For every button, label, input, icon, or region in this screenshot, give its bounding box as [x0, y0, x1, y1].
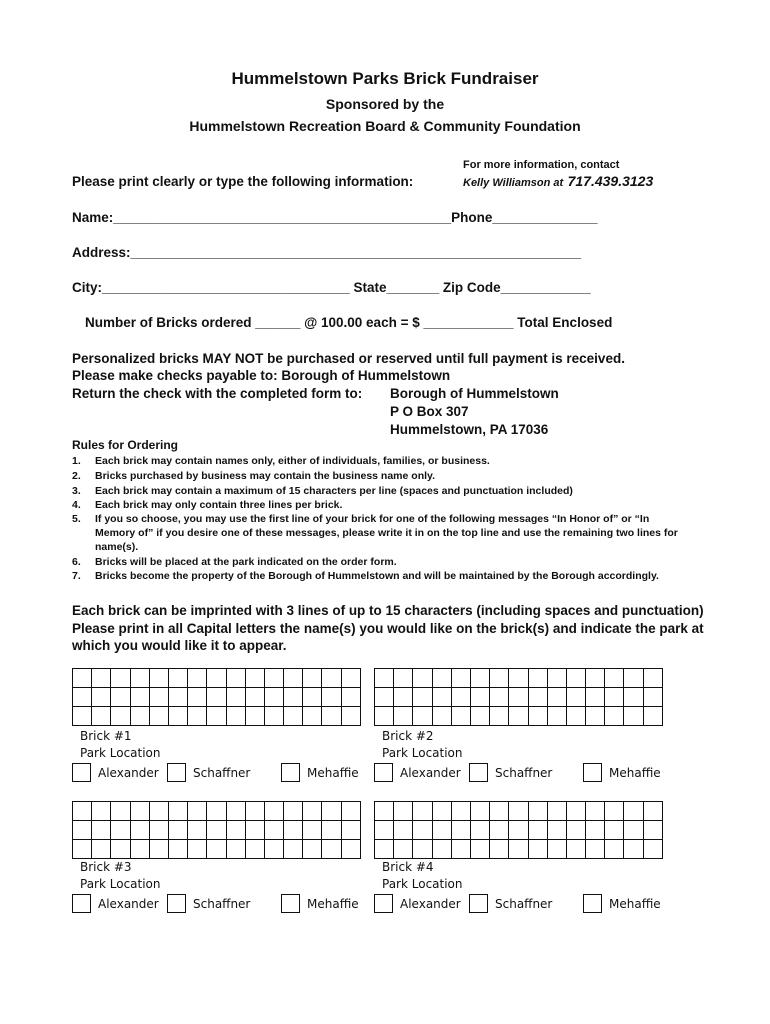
brick-character-cell[interactable] [413, 669, 432, 688]
sponsor-org: Hummelstown Recreation Board & Community Foundation [189, 118, 581, 134]
brick-character-cell[interactable] [452, 669, 471, 688]
brick-character-cell[interactable] [394, 840, 413, 859]
brick-character-cell[interactable] [265, 802, 284, 821]
brick-character-cell[interactable] [131, 821, 150, 840]
brick-character-cell[interactable] [169, 707, 188, 726]
brick-character-cell[interactable] [624, 840, 643, 859]
brick-1-park-label: Park Location [80, 746, 161, 760]
brick-1-schaffner-label: Schaffner [193, 766, 251, 780]
payment-notice: Personalized bricks MAY NOT be purchased or reserved until full payment is received. [72, 351, 625, 366]
brick-character-cell[interactable] [227, 802, 246, 821]
brick-character-cell[interactable] [265, 821, 284, 840]
brick-character-cell[interactable] [413, 688, 432, 707]
brick-character-cell[interactable] [644, 707, 663, 726]
brick-character-cell[interactable] [567, 840, 586, 859]
brick-character-cell[interactable] [567, 669, 586, 688]
brick-character-cell[interactable] [322, 840, 341, 859]
brick-4-mehaffie-label: Mehaffie [609, 897, 661, 911]
brick-4-schaffner-checkbox[interactable] [469, 894, 488, 913]
brick-1-mehaffie-checkbox[interactable] [281, 763, 300, 782]
brick-character-cell[interactable] [303, 707, 322, 726]
brick-character-cell[interactable] [644, 840, 663, 859]
brick-character-cell[interactable] [92, 840, 111, 859]
brick-character-cell[interactable] [265, 840, 284, 859]
brick-character-cell[interactable] [188, 821, 207, 840]
brick-character-cell[interactable] [73, 802, 92, 821]
brick-2-mehaffie-checkbox[interactable] [583, 763, 602, 782]
brick-character-cell[interactable] [548, 802, 567, 821]
brick-character-cell[interactable] [509, 688, 528, 707]
brick-character-cell[interactable] [322, 669, 341, 688]
brick-character-cell[interactable] [188, 840, 207, 859]
brick-character-cell[interactable] [342, 821, 361, 840]
brick-character-cell[interactable] [207, 688, 226, 707]
brick-character-cell[interactable] [303, 669, 322, 688]
bricks-ordered-field[interactable]: Number of Bricks ordered ______ @ 100.00 each = $ ____________ Total Enclosed [85, 315, 613, 330]
brick-character-cell[interactable] [322, 707, 341, 726]
brick-2-mehaffie-label: Mehaffie [609, 766, 661, 780]
imprint-line: Please print in all Capital letters the name(s) you would like on the brick(s) and indicate the park at [72, 621, 704, 636]
brick-character-cell[interactable] [73, 688, 92, 707]
brick-character-cell[interactable] [471, 669, 490, 688]
brick-character-cell[interactable] [342, 840, 361, 859]
brick-character-cell[interactable] [624, 707, 643, 726]
rule-text: Each brick may contain a maximum of 15 characters per line (spaces and punctuation included) [95, 485, 573, 497]
brick-character-cell[interactable] [471, 840, 490, 859]
brick-character-cell[interactable] [433, 840, 452, 859]
contact-line: For more information, contact [463, 159, 620, 171]
brick-character-cell[interactable] [644, 802, 663, 821]
brick-1-alexander-checkbox[interactable] [72, 763, 91, 782]
brick-character-cell[interactable] [227, 840, 246, 859]
brick-1-label: Brick #1 [80, 729, 132, 743]
brick-character-cell[interactable] [433, 802, 452, 821]
brick-character-cell[interactable] [490, 840, 509, 859]
brick-character-cell[interactable] [265, 688, 284, 707]
contact-phone: 717.439.3123 [567, 173, 654, 189]
brick-character-cell[interactable] [433, 821, 452, 840]
brick-character-cell[interactable] [227, 688, 246, 707]
brick-3-schaffner-checkbox[interactable] [167, 894, 186, 913]
brick-character-cell[interactable] [644, 669, 663, 688]
brick-character-cell[interactable] [169, 688, 188, 707]
brick-4-grid[interactable] [374, 801, 663, 859]
brick-character-cell[interactable] [452, 821, 471, 840]
brick-character-cell[interactable] [303, 802, 322, 821]
rule-num: 3. [72, 485, 81, 497]
brick-4-alexander-label: Alexander [400, 897, 461, 911]
brick-character-cell[interactable] [529, 688, 548, 707]
brick-character-cell[interactable] [567, 821, 586, 840]
brick-character-cell[interactable] [246, 821, 265, 840]
brick-character-cell[interactable] [131, 669, 150, 688]
instruction-text: Please print clearly or type the following information: [72, 174, 414, 189]
brick-character-cell[interactable] [375, 688, 394, 707]
brick-character-cell[interactable] [111, 669, 130, 688]
brick-character-cell[interactable] [227, 821, 246, 840]
brick-character-cell[interactable] [92, 707, 111, 726]
rule-num: 7. [72, 570, 81, 582]
payable-to: Please make checks payable to: Borough of Hummelstown [72, 368, 451, 383]
brick-character-cell[interactable] [586, 821, 605, 840]
brick-2-label: Brick #2 [382, 729, 434, 743]
brick-3-mehaffie-checkbox[interactable] [281, 894, 300, 913]
imprint-line: which you would like it to appear. [72, 638, 287, 653]
brick-character-cell[interactable] [111, 821, 130, 840]
brick-3-mehaffie-label: Mehaffie [307, 897, 359, 911]
brick-character-cell[interactable] [624, 669, 643, 688]
brick-character-cell[interactable] [169, 669, 188, 688]
city-state-zip-field[interactable]: City:_________________________________ State_______ Zip Code____________ [72, 280, 591, 295]
brick-character-cell[interactable] [567, 707, 586, 726]
brick-3-grid[interactable] [72, 801, 361, 859]
brick-character-cell[interactable] [375, 802, 394, 821]
brick-character-cell[interactable] [452, 802, 471, 821]
brick-3-alexander-checkbox[interactable] [72, 894, 91, 913]
brick-character-cell[interactable] [471, 802, 490, 821]
brick-character-cell[interactable] [605, 821, 624, 840]
contact-name: Kelly Williamson at [463, 177, 564, 189]
brick-character-cell[interactable] [207, 821, 226, 840]
brick-1-schaffner-checkbox[interactable] [167, 763, 186, 782]
brick-character-cell[interactable] [111, 840, 130, 859]
contact-person [463, 173, 653, 191]
brick-1-mehaffie-label: Mehaffie [307, 766, 359, 780]
brick-character-cell[interactable] [605, 840, 624, 859]
brick-character-cell[interactable] [284, 840, 303, 859]
brick-character-cell[interactable] [150, 840, 169, 859]
address-line-2: P O Box 307 [390, 404, 469, 419]
brick-character-cell[interactable] [92, 669, 111, 688]
brick-character-cell[interactable] [227, 707, 246, 726]
brick-character-cell[interactable] [452, 707, 471, 726]
brick-character-cell[interactable] [131, 707, 150, 726]
brick-character-cell[interactable] [73, 707, 92, 726]
brick-1-grid[interactable] [72, 668, 361, 726]
brick-character-cell[interactable] [188, 688, 207, 707]
brick-character-cell[interactable] [169, 802, 188, 821]
brick-3-schaffner-label: Schaffner [193, 897, 251, 911]
rule-text: Each brick may contain names only, either of individuals, families, or business. [95, 455, 490, 467]
brick-character-cell[interactable] [342, 688, 361, 707]
brick-character-cell[interactable] [624, 688, 643, 707]
brick-character-cell[interactable] [303, 821, 322, 840]
brick-4-schaffner-label: Schaffner [495, 897, 553, 911]
rule-text: Bricks purchased by business may contain the business name only. [95, 470, 435, 482]
sponsored-line: Sponsored by the [325, 96, 445, 112]
brick-2-grid[interactable] [374, 668, 663, 726]
brick-2-schaffner-label: Schaffner [495, 766, 553, 780]
brick-character-cell[interactable] [644, 688, 663, 707]
brick-character-cell[interactable] [509, 669, 528, 688]
brick-character-cell[interactable] [150, 688, 169, 707]
brick-character-cell[interactable] [73, 821, 92, 840]
address-line-1: Borough of Hummelstown [390, 386, 559, 401]
brick-character-cell[interactable] [375, 669, 394, 688]
address-line-3: Hummelstown, PA 17036 [390, 422, 549, 437]
brick-character-cell[interactable] [150, 821, 169, 840]
brick-character-cell[interactable] [265, 707, 284, 726]
brick-character-cell[interactable] [586, 707, 605, 726]
rule-text: If you so choose, you may use the first line of your brick for one of the following messages “In Honor of” or “In [95, 513, 650, 525]
rule-num: 1. [72, 455, 81, 467]
brick-character-cell[interactable] [150, 802, 169, 821]
brick-character-cell[interactable] [433, 669, 452, 688]
brick-character-cell[interactable] [131, 840, 150, 859]
rule-num: 4. [72, 499, 81, 511]
brick-character-cell[interactable] [529, 669, 548, 688]
brick-character-cell[interactable] [150, 707, 169, 726]
brick-character-cell[interactable] [265, 669, 284, 688]
brick-character-cell[interactable] [413, 821, 432, 840]
brick-character-cell[interactable] [322, 688, 341, 707]
brick-character-cell[interactable] [586, 688, 605, 707]
brick-character-cell[interactable] [586, 802, 605, 821]
brick-character-cell[interactable] [509, 840, 528, 859]
brick-character-cell[interactable] [490, 669, 509, 688]
brick-character-cell[interactable] [394, 802, 413, 821]
brick-4-mehaffie-checkbox[interactable] [583, 894, 602, 913]
brick-character-cell[interactable] [246, 707, 265, 726]
brick-character-cell[interactable] [548, 669, 567, 688]
brick-2-park-label: Park Location [382, 746, 463, 760]
brick-character-cell[interactable] [433, 707, 452, 726]
brick-character-cell[interactable] [413, 802, 432, 821]
brick-4-label: Brick #4 [382, 860, 434, 874]
brick-character-cell[interactable] [342, 707, 361, 726]
brick-character-cell[interactable] [490, 802, 509, 821]
rule-text-cont: Memory of” if you desire one of these messages, please write it in on the top line and use the remaining two lines for [95, 527, 678, 539]
brick-character-cell[interactable] [169, 840, 188, 859]
page-title: Hummelstown Parks Brick Fundraiser [231, 69, 539, 88]
brick-character-cell[interactable] [394, 707, 413, 726]
brick-character-cell[interactable] [169, 821, 188, 840]
brick-2-alexander-checkbox[interactable] [374, 763, 393, 782]
brick-character-cell[interactable] [342, 802, 361, 821]
brick-character-cell[interactable] [246, 840, 265, 859]
rule-num: 5. [72, 513, 81, 525]
brick-character-cell[interactable] [624, 802, 643, 821]
brick-character-cell[interactable] [188, 802, 207, 821]
brick-1-alexander-label: Alexander [98, 766, 159, 780]
name-phone-field[interactable]: Name:_____________________________________________Phone______________ [72, 210, 598, 225]
brick-character-cell[interactable] [548, 840, 567, 859]
imprint-line: Each brick can be imprinted with 3 lines of up to 15 characters (including spaces and punctuation) [72, 603, 704, 618]
brick-character-cell[interactable] [284, 669, 303, 688]
brick-character-cell[interactable] [548, 707, 567, 726]
brick-character-cell[interactable] [548, 688, 567, 707]
rule-text-cont: name(s). [95, 541, 139, 553]
brick-character-cell[interactable] [413, 840, 432, 859]
brick-character-cell[interactable] [207, 707, 226, 726]
brick-character-cell[interactable] [73, 840, 92, 859]
brick-character-cell[interactable] [188, 669, 207, 688]
brick-character-cell[interactable] [471, 821, 490, 840]
brick-character-cell[interactable] [394, 821, 413, 840]
brick-character-cell[interactable] [452, 840, 471, 859]
brick-3-label: Brick #3 [80, 860, 132, 874]
brick-character-cell[interactable] [605, 669, 624, 688]
brick-character-cell[interactable] [567, 802, 586, 821]
brick-character-cell[interactable] [111, 802, 130, 821]
brick-character-cell[interactable] [246, 688, 265, 707]
brick-character-cell[interactable] [131, 802, 150, 821]
rules-heading: Rules for Ordering [72, 438, 179, 452]
brick-character-cell[interactable] [529, 707, 548, 726]
brick-character-cell[interactable] [92, 821, 111, 840]
brick-character-cell[interactable] [509, 707, 528, 726]
brick-character-cell[interactable] [150, 669, 169, 688]
brick-character-cell[interactable] [375, 707, 394, 726]
brick-character-cell[interactable] [529, 840, 548, 859]
brick-3-alexander-label: Alexander [98, 897, 159, 911]
brick-character-cell[interactable] [509, 802, 528, 821]
brick-character-cell[interactable] [246, 669, 265, 688]
brick-character-cell[interactable] [207, 840, 226, 859]
brick-4-park-label: Park Location [382, 877, 463, 891]
brick-2-alexander-label: Alexander [400, 766, 461, 780]
brick-character-cell[interactable] [433, 688, 452, 707]
brick-character-cell[interactable] [490, 821, 509, 840]
brick-character-cell[interactable] [284, 821, 303, 840]
brick-2-schaffner-checkbox[interactable] [469, 763, 488, 782]
rule-text: Bricks become the property of the Borough of Hummelstown and will be maintained by the Borough accordingly. [95, 570, 659, 582]
brick-character-cell[interactable] [586, 669, 605, 688]
brick-3-park-label: Park Location [80, 877, 161, 891]
brick-character-cell[interactable] [586, 840, 605, 859]
brick-character-cell[interactable] [111, 688, 130, 707]
rule-num: 6. [72, 556, 81, 568]
brick-character-cell[interactable] [394, 688, 413, 707]
brick-character-cell[interactable] [529, 821, 548, 840]
brick-character-cell[interactable] [207, 669, 226, 688]
brick-character-cell[interactable] [375, 821, 394, 840]
brick-character-cell[interactable] [284, 707, 303, 726]
brick-character-cell[interactable] [567, 688, 586, 707]
brick-character-cell[interactable] [375, 840, 394, 859]
brick-4-alexander-checkbox[interactable] [374, 894, 393, 913]
rule-text: Bricks will be placed at the park indicated on the order form. [95, 556, 397, 568]
brick-character-cell[interactable] [624, 821, 643, 840]
rule-text: Each brick may only contain three lines per brick. [95, 499, 343, 511]
brick-character-cell[interactable] [303, 840, 322, 859]
brick-character-cell[interactable] [471, 688, 490, 707]
brick-character-cell[interactable] [284, 802, 303, 821]
brick-character-cell[interactable] [303, 688, 322, 707]
brick-character-cell[interactable] [471, 707, 490, 726]
brick-character-cell[interactable] [188, 707, 207, 726]
brick-character-cell[interactable] [605, 707, 624, 726]
rule-num: 2. [72, 470, 81, 482]
brick-character-cell[interactable] [644, 821, 663, 840]
brick-character-cell[interactable] [413, 707, 432, 726]
brick-character-cell[interactable] [73, 669, 92, 688]
brick-character-cell[interactable] [548, 821, 567, 840]
brick-character-cell[interactable] [342, 669, 361, 688]
brick-character-cell[interactable] [246, 802, 265, 821]
return-to: Return the check with the completed form to: [72, 386, 363, 401]
brick-character-cell[interactable] [131, 688, 150, 707]
address-field[interactable]: Address:____________________________________________________________ [72, 245, 581, 260]
brick-character-cell[interactable] [529, 802, 548, 821]
brick-character-cell[interactable] [227, 669, 246, 688]
brick-character-cell[interactable] [322, 802, 341, 821]
brick-character-cell[interactable] [490, 688, 509, 707]
brick-character-cell[interactable] [452, 688, 471, 707]
brick-character-cell[interactable] [394, 669, 413, 688]
brick-character-cell[interactable] [111, 707, 130, 726]
brick-character-cell[interactable] [605, 688, 624, 707]
brick-character-cell[interactable] [509, 821, 528, 840]
brick-character-cell[interactable] [605, 802, 624, 821]
brick-character-cell[interactable] [490, 707, 509, 726]
brick-character-cell[interactable] [284, 688, 303, 707]
brick-character-cell[interactable] [92, 802, 111, 821]
brick-character-cell[interactable] [322, 821, 341, 840]
brick-character-cell[interactable] [207, 802, 226, 821]
brick-character-cell[interactable] [92, 688, 111, 707]
